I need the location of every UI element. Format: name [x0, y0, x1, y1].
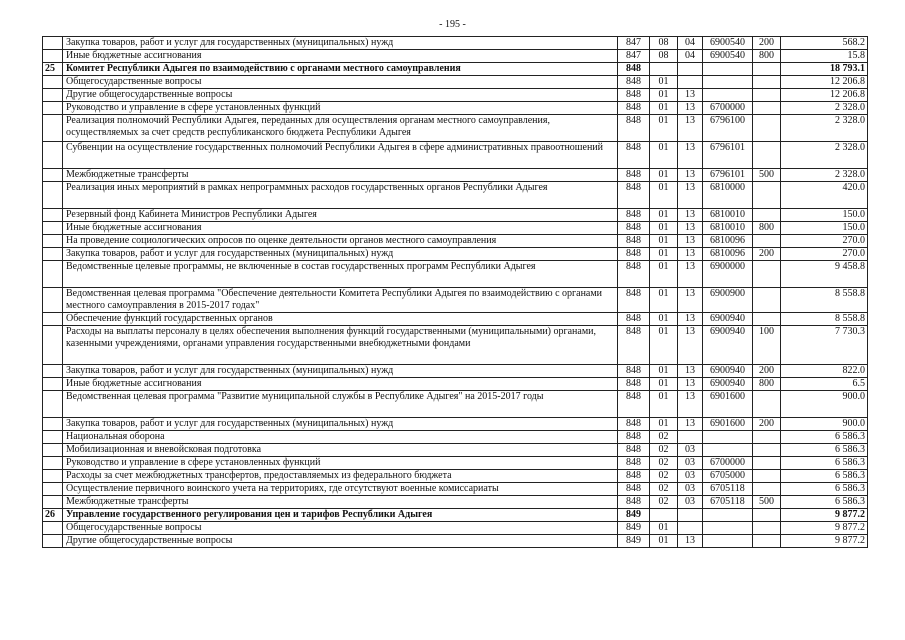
row-subsection-code: 13 [678, 182, 703, 209]
row-section-code: 01 [650, 182, 678, 209]
row-department-code: 848 [618, 182, 650, 209]
row-subsection-code: 03 [678, 483, 703, 496]
row-number [43, 457, 63, 470]
table-row [43, 50, 868, 63]
table-row [43, 102, 868, 115]
row-section-code: 02 [650, 444, 678, 457]
row-expense-type-code: 500 [753, 169, 781, 182]
row-section-code: 02 [650, 457, 678, 470]
row-expense-type-code [753, 431, 781, 444]
row-amount: 9 877.2 [781, 535, 868, 548]
row-name: Обеспечение функций государственных органов [63, 313, 618, 326]
row-amount: 270.0 [781, 235, 868, 248]
row-subsection-code: 04 [678, 50, 703, 63]
row-number [43, 365, 63, 378]
row-section-code: 01 [650, 89, 678, 102]
row-section-code: 01 [650, 102, 678, 115]
row-department-code: 847 [618, 37, 650, 50]
table-row [43, 496, 868, 509]
table-row [43, 470, 868, 483]
row-amount: 8 558.8 [781, 313, 868, 326]
row-expense-type-code [753, 261, 781, 288]
row-amount: 6 586.3 [781, 470, 868, 483]
row-name: Ведомственная целевая программа "Обеспечение деятельности Комитета Республики Адыгея по взаимодействию с органами местного самоуправления в 2015-2017 годах" [63, 288, 618, 313]
row-target-article-code: 6900900 [703, 288, 753, 313]
row-expense-type-code [753, 102, 781, 115]
row-subsection-code: 13 [678, 102, 703, 115]
table-row [43, 182, 868, 209]
row-department-code: 848 [618, 378, 650, 391]
row-amount: 2 328.0 [781, 102, 868, 115]
row-subsection-code: 13 [678, 169, 703, 182]
row-department-code: 848 [618, 142, 650, 169]
row-expense-type-code [753, 483, 781, 496]
table-row [43, 89, 868, 102]
row-name: Другие общегосударственные вопросы [63, 535, 618, 548]
row-department-code: 848 [618, 326, 650, 365]
row-amount: 900.0 [781, 418, 868, 431]
table-row [43, 235, 868, 248]
row-department-code: 848 [618, 222, 650, 235]
row-expense-type-code [753, 522, 781, 535]
row-amount: 6 586.3 [781, 496, 868, 509]
row-department-code: 847 [618, 50, 650, 63]
row-section-code: 01 [650, 535, 678, 548]
row-subsection-code: 13 [678, 418, 703, 431]
row-target-article-code [703, 76, 753, 89]
row-section-code: 01 [650, 261, 678, 288]
row-department-code: 848 [618, 418, 650, 431]
row-number [43, 288, 63, 313]
row-department-code: 848 [618, 89, 650, 102]
row-target-article-code: 6705118 [703, 483, 753, 496]
row-department-code: 848 [618, 115, 650, 142]
row-subsection-code [678, 509, 703, 522]
row-number [43, 326, 63, 365]
table-row [43, 522, 868, 535]
row-target-article-code: 6705118 [703, 496, 753, 509]
row-expense-type-code [753, 444, 781, 457]
row-expense-type-code: 800 [753, 378, 781, 391]
row-expense-type-code: 500 [753, 496, 781, 509]
row-expense-type-code: 200 [753, 418, 781, 431]
row-name: Иные бюджетные ассигнования [63, 378, 618, 391]
row-name: Субвенции на осуществление государственных полномочий Республики Адыгея в сфере административных правоотношений [63, 142, 618, 169]
row-name: Иные бюджетные ассигнования [63, 50, 618, 63]
table-row [43, 222, 868, 235]
row-target-article-code: 6705000 [703, 470, 753, 483]
row-expense-type-code [753, 63, 781, 76]
row-number [43, 209, 63, 222]
table-row [43, 261, 868, 288]
row-section-code: 01 [650, 288, 678, 313]
row-amount: 6 586.3 [781, 444, 868, 457]
row-target-article-code: 6810010 [703, 222, 753, 235]
table-row [43, 444, 868, 457]
row-subsection-code: 13 [678, 142, 703, 169]
row-name: Межбюджетные трансферты [63, 496, 618, 509]
row-subsection-code: 03 [678, 444, 703, 457]
row-section-code: 01 [650, 248, 678, 261]
row-section-code: 01 [650, 169, 678, 182]
row-number [43, 483, 63, 496]
row-subsection-code: 13 [678, 115, 703, 142]
budget-table [42, 36, 868, 548]
row-expense-type-code [753, 89, 781, 102]
row-expense-type-code [753, 470, 781, 483]
row-name: Ведомственная целевая программа "Развитие муниципальной службы в Республике Адыгея" на 2015-2017 годы [63, 391, 618, 418]
row-section-code: 01 [650, 522, 678, 535]
row-name: Реализация иных мероприятий в рамках непрограммных расходов государственных органов Республики Адыгея [63, 182, 618, 209]
row-amount: 6.5 [781, 378, 868, 391]
table-row [43, 509, 868, 522]
row-name: Резервный фонд Кабинета Министров Республики Адыгея [63, 209, 618, 222]
row-amount: 900.0 [781, 391, 868, 418]
row-amount: 9 458.8 [781, 261, 868, 288]
row-name: Иные бюджетные ассигнования [63, 222, 618, 235]
row-subsection-code: 13 [678, 261, 703, 288]
row-department-code: 848 [618, 444, 650, 457]
row-number [43, 222, 63, 235]
row-number [43, 169, 63, 182]
row-department-code: 849 [618, 522, 650, 535]
row-amount: 568.2 [781, 37, 868, 50]
row-target-article-code: 6900000 [703, 261, 753, 288]
row-expense-type-code: 800 [753, 222, 781, 235]
row-name: Расходы на выплаты персоналу в целях обеспечения выполнения функций государственными (муниципальными) органами, казенными учреждениями, органами управления государственными внебюджетными фондами [63, 326, 618, 365]
table-row [43, 288, 868, 313]
row-number [43, 391, 63, 418]
row-section-code: 01 [650, 76, 678, 89]
row-section-code: 01 [650, 222, 678, 235]
row-department-code: 848 [618, 431, 650, 444]
row-target-article-code: 6796101 [703, 169, 753, 182]
table-row [43, 483, 868, 496]
table-row [43, 248, 868, 261]
row-subsection-code: 13 [678, 209, 703, 222]
row-expense-type-code [753, 509, 781, 522]
row-amount: 270.0 [781, 248, 868, 261]
table-row [43, 115, 868, 142]
row-number [43, 76, 63, 89]
row-expense-type-code: 200 [753, 37, 781, 50]
row-subsection-code: 13 [678, 378, 703, 391]
row-target-article-code: 6900940 [703, 378, 753, 391]
row-expense-type-code [753, 209, 781, 222]
row-number [43, 313, 63, 326]
row-section-code: 01 [650, 115, 678, 142]
row-amount: 7 730.3 [781, 326, 868, 365]
row-name: Руководство и управление в сфере установленных функций [63, 457, 618, 470]
row-subsection-code [678, 76, 703, 89]
row-amount: 15.8 [781, 50, 868, 63]
row-target-article-code [703, 509, 753, 522]
row-expense-type-code [753, 142, 781, 169]
row-number [43, 182, 63, 209]
row-target-article-code: 6810096 [703, 235, 753, 248]
row-amount: 8 558.8 [781, 288, 868, 313]
row-target-article-code: 6810096 [703, 248, 753, 261]
row-number [43, 50, 63, 63]
row-target-article-code: 6901600 [703, 391, 753, 418]
row-target-article-code: 6810000 [703, 182, 753, 209]
row-section-code: 01 [650, 365, 678, 378]
table-row [43, 37, 868, 50]
row-number [43, 378, 63, 391]
row-section-code: 01 [650, 326, 678, 365]
table-row [43, 418, 868, 431]
row-subsection-code: 04 [678, 37, 703, 50]
row-name: Мобилизационная и вневойсковая подготовка [63, 444, 618, 457]
row-expense-type-code [753, 288, 781, 313]
row-number [43, 496, 63, 509]
row-subsection-code [678, 63, 703, 76]
row-target-article-code [703, 63, 753, 76]
row-name: Управление государственного регулирования цен и тарифов Республики Адыгея [63, 509, 618, 522]
row-number [43, 248, 63, 261]
row-number: 26 [43, 509, 63, 522]
row-name: Ведомственные целевые программы, не включенные в состав государственных программ Республики Адыгея [63, 261, 618, 288]
table-row [43, 326, 868, 365]
row-number [43, 89, 63, 102]
row-expense-type-code: 200 [753, 248, 781, 261]
row-expense-type-code [753, 76, 781, 89]
row-section-code: 02 [650, 483, 678, 496]
table-row [43, 535, 868, 548]
row-expense-type-code [753, 313, 781, 326]
table-row [43, 209, 868, 222]
row-department-code: 848 [618, 76, 650, 89]
row-name: На проведение социологических опросов по оценке деятельности органов местного самоуправления [63, 235, 618, 248]
row-number [43, 235, 63, 248]
row-section-code: 01 [650, 313, 678, 326]
row-section-code [650, 509, 678, 522]
row-target-article-code: 6700000 [703, 457, 753, 470]
row-department-code: 848 [618, 209, 650, 222]
row-name: Закупка товаров, работ и услуг для государственных (муниципальных) нужд [63, 418, 618, 431]
table-row [43, 378, 868, 391]
row-department-code: 848 [618, 483, 650, 496]
row-number [43, 431, 63, 444]
row-subsection-code: 13 [678, 365, 703, 378]
row-subsection-code: 13 [678, 313, 703, 326]
row-subsection-code: 03 [678, 470, 703, 483]
row-target-article-code: 6810010 [703, 209, 753, 222]
table-row [43, 431, 868, 444]
row-department-code: 848 [618, 248, 650, 261]
row-name: Национальная оборона [63, 431, 618, 444]
row-target-article-code: 6901600 [703, 418, 753, 431]
row-subsection-code: 03 [678, 457, 703, 470]
row-name: Закупка товаров, работ и услуг для государственных (муниципальных) нужд [63, 248, 618, 261]
table-body [43, 37, 868, 548]
row-subsection-code: 13 [678, 248, 703, 261]
row-name: Осуществление первичного воинского учета на территориях, где отсутствуют военные комиссариаты [63, 483, 618, 496]
row-name: Другие общегосударственные вопросы [63, 89, 618, 102]
table-row [43, 142, 868, 169]
row-number [43, 102, 63, 115]
row-subsection-code: 13 [678, 222, 703, 235]
row-department-code: 848 [618, 235, 650, 248]
row-amount: 9 877.2 [781, 509, 868, 522]
row-department-code: 848 [618, 102, 650, 115]
row-amount: 420.0 [781, 182, 868, 209]
row-department-code: 848 [618, 496, 650, 509]
row-target-article-code: 6796101 [703, 142, 753, 169]
row-expense-type-code [753, 235, 781, 248]
row-department-code: 849 [618, 509, 650, 522]
row-expense-type-code: 200 [753, 365, 781, 378]
row-name: Межбюджетные трансферты [63, 169, 618, 182]
row-expense-type-code: 800 [753, 50, 781, 63]
row-amount: 2 328.0 [781, 115, 868, 142]
row-number [43, 142, 63, 169]
row-section-code: 01 [650, 142, 678, 169]
row-section-code: 08 [650, 50, 678, 63]
table-row [43, 63, 868, 76]
row-name: Общегосударственные вопросы [63, 76, 618, 89]
row-department-code: 848 [618, 63, 650, 76]
row-name: Расходы за счет межбюджетных трансфертов, предоставляемых из федерального бюджета [63, 470, 618, 483]
row-name: Комитет Республики Адыгея по взаимодействию с органами местного самоуправления [63, 63, 618, 76]
row-number [43, 535, 63, 548]
row-department-code: 849 [618, 535, 650, 548]
row-section-code: 02 [650, 431, 678, 444]
row-department-code: 848 [618, 391, 650, 418]
row-subsection-code: 13 [678, 235, 703, 248]
row-amount: 2 328.0 [781, 169, 868, 182]
row-name: Общегосударственные вопросы [63, 522, 618, 535]
row-target-article-code [703, 89, 753, 102]
row-amount: 150.0 [781, 209, 868, 222]
row-number [43, 261, 63, 288]
table-row [43, 76, 868, 89]
row-number [43, 418, 63, 431]
row-target-article-code [703, 444, 753, 457]
row-number [43, 522, 63, 535]
row-department-code: 848 [618, 288, 650, 313]
table-row [43, 391, 868, 418]
row-section-code: 02 [650, 470, 678, 483]
row-amount: 6 586.3 [781, 431, 868, 444]
row-name: Руководство и управление в сфере установленных функций [63, 102, 618, 115]
row-subsection-code [678, 431, 703, 444]
row-subsection-code: 13 [678, 89, 703, 102]
row-section-code: 01 [650, 418, 678, 431]
row-number [43, 444, 63, 457]
row-expense-type-code [753, 182, 781, 209]
page-number: - 195 - [439, 19, 466, 30]
row-target-article-code: 6900540 [703, 50, 753, 63]
row-expense-type-code [753, 391, 781, 418]
row-expense-type-code: 100 [753, 326, 781, 365]
row-expense-type-code [753, 535, 781, 548]
row-section-code: 01 [650, 209, 678, 222]
row-target-article-code [703, 522, 753, 535]
row-department-code: 848 [618, 169, 650, 182]
row-section-code: 01 [650, 235, 678, 248]
row-subsection-code [678, 522, 703, 535]
row-amount: 6 586.3 [781, 483, 868, 496]
row-number [43, 115, 63, 142]
row-section-code: 01 [650, 378, 678, 391]
row-amount: 2 328.0 [781, 142, 868, 169]
row-target-article-code: 6900940 [703, 365, 753, 378]
row-target-article-code: 6700000 [703, 102, 753, 115]
row-amount: 12 206.8 [781, 76, 868, 89]
row-expense-type-code [753, 115, 781, 142]
row-amount: 822.0 [781, 365, 868, 378]
row-name: Реализация полномочий Республики Адыгея, переданных для осуществления органам местного самоуправления, осуществляемых за счет средств республиканского бюджета Республики Адыгея [63, 115, 618, 142]
row-amount: 18 793.1 [781, 63, 868, 76]
row-target-article-code: 6796100 [703, 115, 753, 142]
row-amount: 6 586.3 [781, 457, 868, 470]
row-name: Закупка товаров, работ и услуг для государственных (муниципальных) нужд [63, 365, 618, 378]
row-amount: 9 877.2 [781, 522, 868, 535]
row-department-code: 848 [618, 470, 650, 483]
row-name: Закупка товаров, работ и услуг для государственных (муниципальных) нужд [63, 37, 618, 50]
row-department-code: 848 [618, 457, 650, 470]
row-number [43, 37, 63, 50]
row-expense-type-code [753, 457, 781, 470]
row-target-article-code: 6900940 [703, 326, 753, 365]
row-target-article-code [703, 431, 753, 444]
table-row [43, 169, 868, 182]
row-department-code: 848 [618, 365, 650, 378]
row-section-code: 02 [650, 496, 678, 509]
row-department-code: 848 [618, 313, 650, 326]
row-subsection-code: 13 [678, 326, 703, 365]
row-subsection-code: 03 [678, 496, 703, 509]
row-subsection-code: 13 [678, 391, 703, 418]
row-section-code: 08 [650, 37, 678, 50]
row-amount: 150.0 [781, 222, 868, 235]
table-row [43, 457, 868, 470]
row-number [43, 470, 63, 483]
row-number: 25 [43, 63, 63, 76]
row-department-code: 848 [618, 261, 650, 288]
row-amount: 12 206.8 [781, 89, 868, 102]
row-section-code: 01 [650, 391, 678, 418]
row-target-article-code [703, 535, 753, 548]
row-target-article-code: 6900540 [703, 37, 753, 50]
table-row [43, 365, 868, 378]
row-subsection-code: 13 [678, 535, 703, 548]
row-section-code [650, 63, 678, 76]
table-row [43, 313, 868, 326]
row-subsection-code: 13 [678, 288, 703, 313]
row-target-article-code: 6900940 [703, 313, 753, 326]
